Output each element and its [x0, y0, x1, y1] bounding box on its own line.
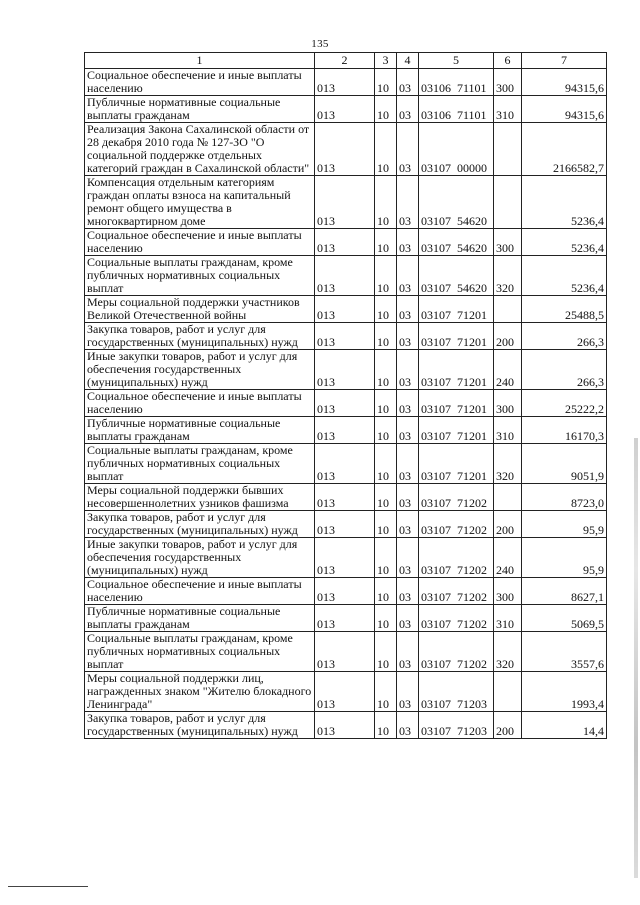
- column-header: 2: [315, 53, 375, 69]
- ministry-code-cell: 013: [315, 712, 375, 739]
- expense-kind-cell: 300: [494, 229, 522, 256]
- target-article-cell: 03107 54620: [419, 176, 494, 229]
- expense-kind-cell: 240: [494, 538, 522, 578]
- row-name-cell: Социальные выплаты гражданам, кроме публичных нормативных социальных выплат: [85, 256, 315, 296]
- row-name-cell: Меры социальной поддержки лиц, награжденных знаком "Жителю блокадного Ленинграда": [85, 672, 315, 712]
- ministry-code-cell: 013: [315, 444, 375, 484]
- amount-cell: 1993,4: [522, 672, 607, 712]
- table-row: [85, 444, 607, 484]
- header-row: [85, 53, 607, 69]
- column-header: 6: [494, 53, 522, 69]
- target-article-cell: 03107 71201: [419, 296, 494, 323]
- row-name-cell: Социальные выплаты гражданам, кроме публичных нормативных социальных выплат: [85, 444, 315, 484]
- table-row: [85, 350, 607, 390]
- table-row: [85, 256, 607, 296]
- section-code-cell: 10: [375, 538, 397, 578]
- expense-kind-cell: 310: [494, 605, 522, 632]
- section-code-cell: 10: [375, 256, 397, 296]
- amount-cell: 2166582,7: [522, 123, 607, 176]
- subsection-code-cell: 03: [397, 123, 419, 176]
- row-name-cell: Социальное обеспечение и иные выплаты населению: [85, 578, 315, 605]
- ministry-code-cell: 013: [315, 96, 375, 123]
- target-article-cell: 03107 71201: [419, 350, 494, 390]
- subsection-code-cell: 03: [397, 444, 419, 484]
- row-name-cell: Социальное обеспечение и иные выплаты населению: [85, 229, 315, 256]
- expense-kind-cell: 200: [494, 323, 522, 350]
- section-code-cell: 10: [375, 123, 397, 176]
- subsection-code-cell: 03: [397, 350, 419, 390]
- expense-kind-cell: 310: [494, 417, 522, 444]
- footer-rule: [8, 886, 88, 887]
- subsection-code-cell: 03: [397, 323, 419, 350]
- target-article-cell: 03107 71202: [419, 632, 494, 672]
- ministry-code-cell: 013: [315, 417, 375, 444]
- expense-kind-cell: [494, 123, 522, 176]
- table-row: [85, 176, 607, 229]
- row-name-cell: Социальные выплаты гражданам, кроме публичных нормативных социальных выплат: [85, 632, 315, 672]
- expense-kind-cell: 300: [494, 578, 522, 605]
- expense-kind-cell: 310: [494, 96, 522, 123]
- row-name-cell: Меры социальной поддержки участников Великой Отечественной войны: [85, 296, 315, 323]
- section-code-cell: 10: [375, 578, 397, 605]
- ministry-code-cell: 013: [315, 390, 375, 417]
- ministry-code-cell: 013: [315, 484, 375, 511]
- target-article-cell: 03107 71202: [419, 484, 494, 511]
- table-row: [85, 96, 607, 123]
- ministry-code-cell: 013: [315, 123, 375, 176]
- ministry-code-cell: 013: [315, 350, 375, 390]
- subsection-code-cell: 03: [397, 390, 419, 417]
- row-name-cell: Закупка товаров, работ и услуг для государственных (муниципальных) нужд: [85, 323, 315, 350]
- target-article-cell: 03107 71201: [419, 390, 494, 417]
- target-article-cell: 03107 71201: [419, 417, 494, 444]
- table-row: [85, 605, 607, 632]
- subsection-code-cell: 03: [397, 484, 419, 511]
- subsection-code-cell: 03: [397, 96, 419, 123]
- table-row: [85, 229, 607, 256]
- table-row: [85, 123, 607, 176]
- section-code-cell: 10: [375, 672, 397, 712]
- ministry-code-cell: 013: [315, 323, 375, 350]
- subsection-code-cell: 03: [397, 69, 419, 96]
- target-article-cell: 03107 00000: [419, 123, 494, 176]
- expense-kind-cell: 240: [494, 350, 522, 390]
- amount-cell: 5069,5: [522, 605, 607, 632]
- ministry-code-cell: 013: [315, 256, 375, 296]
- target-article-cell: 03107 71203: [419, 712, 494, 739]
- ministry-code-cell: 013: [315, 605, 375, 632]
- row-name-cell: Публичные нормативные социальные выплаты гражданам: [85, 417, 315, 444]
- subsection-code-cell: 03: [397, 511, 419, 538]
- section-code-cell: 10: [375, 176, 397, 229]
- table-row: [85, 632, 607, 672]
- amount-cell: 5236,4: [522, 229, 607, 256]
- section-code-cell: 10: [375, 296, 397, 323]
- amount-cell: 3557,6: [522, 632, 607, 672]
- subsection-code-cell: 03: [397, 176, 419, 229]
- table-row: [85, 417, 607, 444]
- target-article-cell: 03106 71101: [419, 96, 494, 123]
- section-code-cell: 10: [375, 484, 397, 511]
- page-number: 135: [311, 38, 329, 50]
- subsection-code-cell: 03: [397, 672, 419, 712]
- table-row: [85, 484, 607, 511]
- section-code-cell: 10: [375, 229, 397, 256]
- amount-cell: 25488,5: [522, 296, 607, 323]
- row-name-cell: Компенсация отдельным категориям граждан оплаты взноса на капитальный ремонт общего имущества в многоквартирном доме: [85, 176, 315, 229]
- row-name-cell: Публичные нормативные социальные выплаты гражданам: [85, 96, 315, 123]
- amount-cell: 94315,6: [522, 69, 607, 96]
- ministry-code-cell: 013: [315, 229, 375, 256]
- amount-cell: 14,4: [522, 712, 607, 739]
- row-name-cell: Социальное обеспечение и иные выплаты населению: [85, 390, 315, 417]
- subsection-code-cell: 03: [397, 296, 419, 323]
- subsection-code-cell: 03: [397, 256, 419, 296]
- ministry-code-cell: 013: [315, 538, 375, 578]
- amount-cell: 266,3: [522, 350, 607, 390]
- row-name-cell: Закупка товаров, работ и услуг для государственных (муниципальных) нужд: [85, 712, 315, 739]
- row-name-cell: Публичные нормативные социальные выплаты гражданам: [85, 605, 315, 632]
- table-row: [85, 712, 607, 739]
- amount-cell: 5236,4: [522, 256, 607, 296]
- section-code-cell: 10: [375, 511, 397, 538]
- ministry-code-cell: 013: [315, 632, 375, 672]
- row-name-cell: Иные закупки товаров, работ и услуг для обеспечения государственных (муниципальных) нужд: [85, 538, 315, 578]
- amount-cell: 5236,4: [522, 176, 607, 229]
- section-code-cell: 10: [375, 323, 397, 350]
- section-code-cell: 10: [375, 712, 397, 739]
- target-article-cell: 03106 71101: [419, 69, 494, 96]
- expense-kind-cell: [494, 176, 522, 229]
- amount-cell: 25222,2: [522, 390, 607, 417]
- subsection-code-cell: 03: [397, 712, 419, 739]
- ministry-code-cell: 013: [315, 69, 375, 96]
- target-article-cell: 03107 71202: [419, 578, 494, 605]
- target-article-cell: 03107 71202: [419, 511, 494, 538]
- table-row: [85, 672, 607, 712]
- column-header: 4: [397, 53, 419, 69]
- amount-cell: 16170,3: [522, 417, 607, 444]
- expense-kind-cell: 200: [494, 511, 522, 538]
- section-code-cell: 10: [375, 444, 397, 484]
- target-article-cell: 03107 54620: [419, 256, 494, 296]
- expense-kind-cell: [494, 672, 522, 712]
- scan-edge-mark: [634, 438, 638, 878]
- ministry-code-cell: 013: [315, 511, 375, 538]
- subsection-code-cell: 03: [397, 605, 419, 632]
- target-article-cell: 03107 54620: [419, 229, 494, 256]
- table-row: [85, 69, 607, 96]
- expense-kind-cell: 300: [494, 69, 522, 96]
- column-header: 3: [375, 53, 397, 69]
- amount-cell: 95,9: [522, 511, 607, 538]
- target-article-cell: 03107 71202: [419, 605, 494, 632]
- row-name-cell: Реализация Закона Сахалинской области от 28 декабря 2010 года № 127-ЗО "О социальной поддержке отдельных категорий граждан в Сахалинской области": [85, 123, 315, 176]
- table-row: [85, 578, 607, 605]
- subsection-code-cell: 03: [397, 538, 419, 578]
- budget-table: [84, 52, 607, 739]
- section-code-cell: 10: [375, 417, 397, 444]
- table-row: [85, 390, 607, 417]
- row-name-cell: Меры социальной поддержки бывших несовершеннолетних узников фашизма: [85, 484, 315, 511]
- ministry-code-cell: 013: [315, 578, 375, 605]
- expense-kind-cell: 200: [494, 712, 522, 739]
- row-name-cell: Социальное обеспечение и иные выплаты населению: [85, 69, 315, 96]
- table-row: [85, 296, 607, 323]
- target-article-cell: 03107 71201: [419, 323, 494, 350]
- table-row: [85, 538, 607, 578]
- amount-cell: 95,9: [522, 538, 607, 578]
- table-body: [85, 69, 607, 739]
- column-header: 7: [522, 53, 607, 69]
- table-row: [85, 323, 607, 350]
- section-code-cell: 10: [375, 350, 397, 390]
- amount-cell: 8627,1: [522, 578, 607, 605]
- expense-kind-cell: 320: [494, 256, 522, 296]
- section-code-cell: 10: [375, 390, 397, 417]
- ministry-code-cell: 013: [315, 672, 375, 712]
- expense-kind-cell: [494, 296, 522, 323]
- column-header: 5: [419, 53, 494, 69]
- target-article-cell: 03107 71202: [419, 538, 494, 578]
- table-row: [85, 511, 607, 538]
- section-code-cell: 10: [375, 69, 397, 96]
- section-code-cell: 10: [375, 632, 397, 672]
- section-code-cell: 10: [375, 605, 397, 632]
- ministry-code-cell: 013: [315, 296, 375, 323]
- expense-kind-cell: 320: [494, 444, 522, 484]
- expense-kind-cell: 320: [494, 632, 522, 672]
- amount-cell: 8723,0: [522, 484, 607, 511]
- subsection-code-cell: 03: [397, 632, 419, 672]
- ministry-code-cell: 013: [315, 176, 375, 229]
- row-name-cell: Иные закупки товаров, работ и услуг для обеспечения государственных (муниципальных) нужд: [85, 350, 315, 390]
- subsection-code-cell: 03: [397, 229, 419, 256]
- subsection-code-cell: 03: [397, 417, 419, 444]
- column-header: 1: [85, 53, 315, 69]
- subsection-code-cell: 03: [397, 578, 419, 605]
- expense-kind-cell: 300: [494, 390, 522, 417]
- expense-kind-cell: [494, 484, 522, 511]
- amount-cell: 9051,9: [522, 444, 607, 484]
- section-code-cell: 10: [375, 96, 397, 123]
- target-article-cell: 03107 71201: [419, 444, 494, 484]
- amount-cell: 266,3: [522, 323, 607, 350]
- target-article-cell: 03107 71203: [419, 672, 494, 712]
- row-name-cell: Закупка товаров, работ и услуг для государственных (муниципальных) нужд: [85, 511, 315, 538]
- amount-cell: 94315,6: [522, 96, 607, 123]
